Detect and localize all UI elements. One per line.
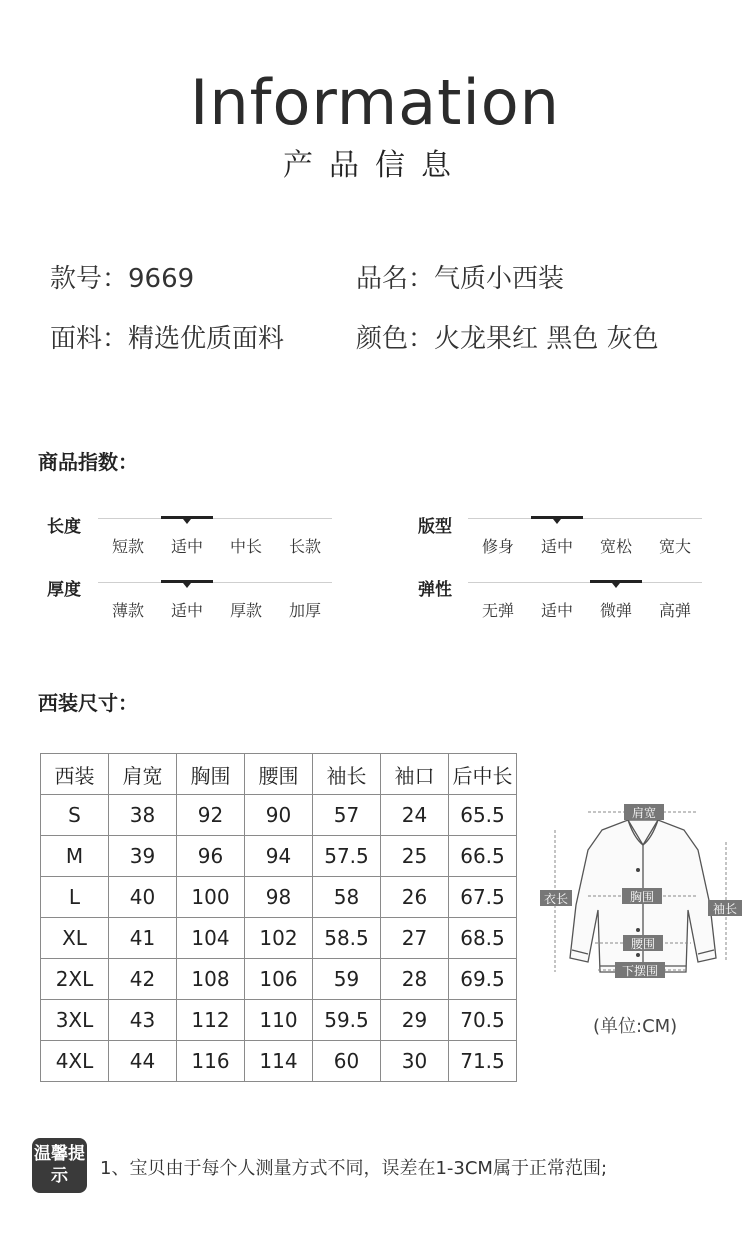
table-cell: 116 bbox=[177, 1041, 245, 1082]
index-option: 薄款 bbox=[111, 601, 144, 620]
table-header-cell: 西装 bbox=[41, 754, 109, 795]
diagram-label-waist: 腰围 bbox=[630, 937, 656, 951]
diagram-label-hem: 下摆围 bbox=[621, 964, 659, 978]
index-scale-thickness bbox=[98, 580, 332, 620]
table-cell: 70.5 bbox=[449, 1000, 517, 1041]
index-section-title: 商品指数： bbox=[38, 450, 138, 474]
index-option: 适中 bbox=[540, 601, 573, 620]
table-cell: 43 bbox=[109, 1000, 177, 1041]
index-option: 厚款 bbox=[229, 601, 262, 620]
index-option: 加厚 bbox=[288, 601, 321, 620]
table-cell: S bbox=[41, 795, 109, 836]
index-scale-length bbox=[98, 516, 332, 556]
table-row bbox=[41, 795, 517, 836]
title-en: Information bbox=[190, 66, 560, 139]
index-option: 适中 bbox=[170, 601, 203, 620]
table-cell: 65.5 bbox=[449, 795, 517, 836]
table-header-cell: 肩宽 bbox=[109, 754, 177, 795]
table-cell: 102 bbox=[245, 918, 313, 959]
table-cell: 59.5 bbox=[313, 1000, 381, 1041]
table-header-cell: 袖长 bbox=[313, 754, 381, 795]
info-model: 款号：9669 bbox=[50, 264, 195, 294]
table-cell: 67.5 bbox=[449, 877, 517, 918]
table-header-cell: 胸围 bbox=[177, 754, 245, 795]
table-cell: 106 bbox=[245, 959, 313, 1000]
table-cell: 114 bbox=[245, 1041, 313, 1082]
size-section-title: 西装尺寸： bbox=[38, 691, 138, 715]
table-cell: 66.5 bbox=[449, 836, 517, 877]
table-cell: 96 bbox=[177, 836, 245, 877]
table-cell: 108 bbox=[177, 959, 245, 1000]
index-option: 宽松 bbox=[599, 537, 632, 556]
diagram-label-shoulder: 肩宽 bbox=[631, 806, 657, 820]
index-scale-fit bbox=[468, 516, 702, 556]
index-option: 无弹 bbox=[481, 601, 514, 620]
index-option: 宽大 bbox=[658, 537, 691, 556]
table-row bbox=[41, 918, 517, 959]
info-fabric: 面料：精选优质面料 bbox=[50, 324, 285, 354]
table-cell: 24 bbox=[381, 795, 449, 836]
table-cell: 40 bbox=[109, 877, 177, 918]
index-option: 适中 bbox=[540, 537, 573, 556]
table-cell: 90 bbox=[245, 795, 313, 836]
table-cell: 58 bbox=[313, 877, 381, 918]
table-cell: 26 bbox=[381, 877, 449, 918]
tips-text: 1、宝贝由于每个人测量方式不同，误差在1-3CM属于正常范围; bbox=[100, 1158, 608, 1179]
index-label-elasticity: 弹性 bbox=[418, 580, 452, 600]
table-cell: 68.5 bbox=[449, 918, 517, 959]
table-cell: 41 bbox=[109, 918, 177, 959]
table-cell: 71.5 bbox=[449, 1041, 517, 1082]
table-cell: 69.5 bbox=[449, 959, 517, 1000]
table-header-cell: 袖口 bbox=[381, 754, 449, 795]
index-option: 修身 bbox=[481, 537, 514, 556]
table-row bbox=[41, 836, 517, 877]
table-cell: 60 bbox=[313, 1041, 381, 1082]
table-cell: 98 bbox=[245, 877, 313, 918]
table-cell: 94 bbox=[245, 836, 313, 877]
index-label-length: 长度 bbox=[47, 517, 81, 537]
table-cell: 100 bbox=[177, 877, 245, 918]
selected-marker bbox=[531, 516, 583, 519]
table-header-cell: 腰围 bbox=[245, 754, 313, 795]
title-cn: 产品信息 bbox=[283, 148, 467, 183]
table-cell: L bbox=[41, 877, 109, 918]
info-color: 颜色：火龙果红 黑色 灰色 bbox=[356, 324, 659, 354]
table-row bbox=[41, 1000, 517, 1041]
unit-label: (单位:CM) bbox=[593, 1016, 678, 1037]
table-cell: 4XL bbox=[41, 1041, 109, 1082]
table-cell: 104 bbox=[177, 918, 245, 959]
table-cell: 38 bbox=[109, 795, 177, 836]
info-name: 品名：气质小西装 bbox=[356, 264, 565, 294]
index-option: 长款 bbox=[288, 537, 321, 556]
selected-marker bbox=[161, 516, 213, 519]
table-header-row bbox=[41, 754, 517, 795]
table-row bbox=[41, 1041, 517, 1082]
index-option: 适中 bbox=[170, 537, 203, 556]
table-cell: 42 bbox=[109, 959, 177, 1000]
table-header-cell: 后中长 bbox=[449, 754, 517, 795]
table-row bbox=[41, 959, 517, 1000]
table-cell: 112 bbox=[177, 1000, 245, 1041]
index-scale-elasticity bbox=[468, 580, 702, 620]
diagram-label-length: 衣长 bbox=[543, 892, 569, 906]
index-label-fit: 版型 bbox=[418, 517, 452, 537]
table-cell: XL bbox=[41, 918, 109, 959]
table-cell: 30 bbox=[381, 1041, 449, 1082]
table-cell: 25 bbox=[381, 836, 449, 877]
table-cell: 110 bbox=[245, 1000, 313, 1041]
table-row bbox=[41, 877, 517, 918]
index-label-thickness: 厚度 bbox=[47, 580, 81, 600]
table-cell: 29 bbox=[381, 1000, 449, 1041]
table-cell: M bbox=[41, 836, 109, 877]
table-cell: 44 bbox=[109, 1041, 177, 1082]
selected-marker bbox=[161, 580, 213, 583]
diagram-label-sleeve: 袖长 bbox=[712, 902, 738, 916]
index-option: 短款 bbox=[111, 537, 144, 556]
table-cell: 57.5 bbox=[313, 836, 381, 877]
table-cell: 92 bbox=[177, 795, 245, 836]
table-cell: 2XL bbox=[41, 959, 109, 1000]
index-option: 中长 bbox=[229, 537, 262, 556]
table-cell: 39 bbox=[109, 836, 177, 877]
index-option: 微弹 bbox=[599, 601, 632, 620]
table-cell: 27 bbox=[381, 918, 449, 959]
garment-diagram bbox=[540, 790, 745, 990]
size-table bbox=[40, 753, 517, 1082]
index-option: 高弹 bbox=[658, 601, 691, 620]
table-cell: 58.5 bbox=[313, 918, 381, 959]
selected-marker bbox=[590, 580, 642, 583]
table-cell: 28 bbox=[381, 959, 449, 1000]
tips-badge: 温馨提示 bbox=[32, 1138, 87, 1193]
table-cell: 57 bbox=[313, 795, 381, 836]
diagram-label-chest: 胸围 bbox=[629, 890, 655, 904]
table-cell: 3XL bbox=[41, 1000, 109, 1041]
table-cell: 59 bbox=[313, 959, 381, 1000]
